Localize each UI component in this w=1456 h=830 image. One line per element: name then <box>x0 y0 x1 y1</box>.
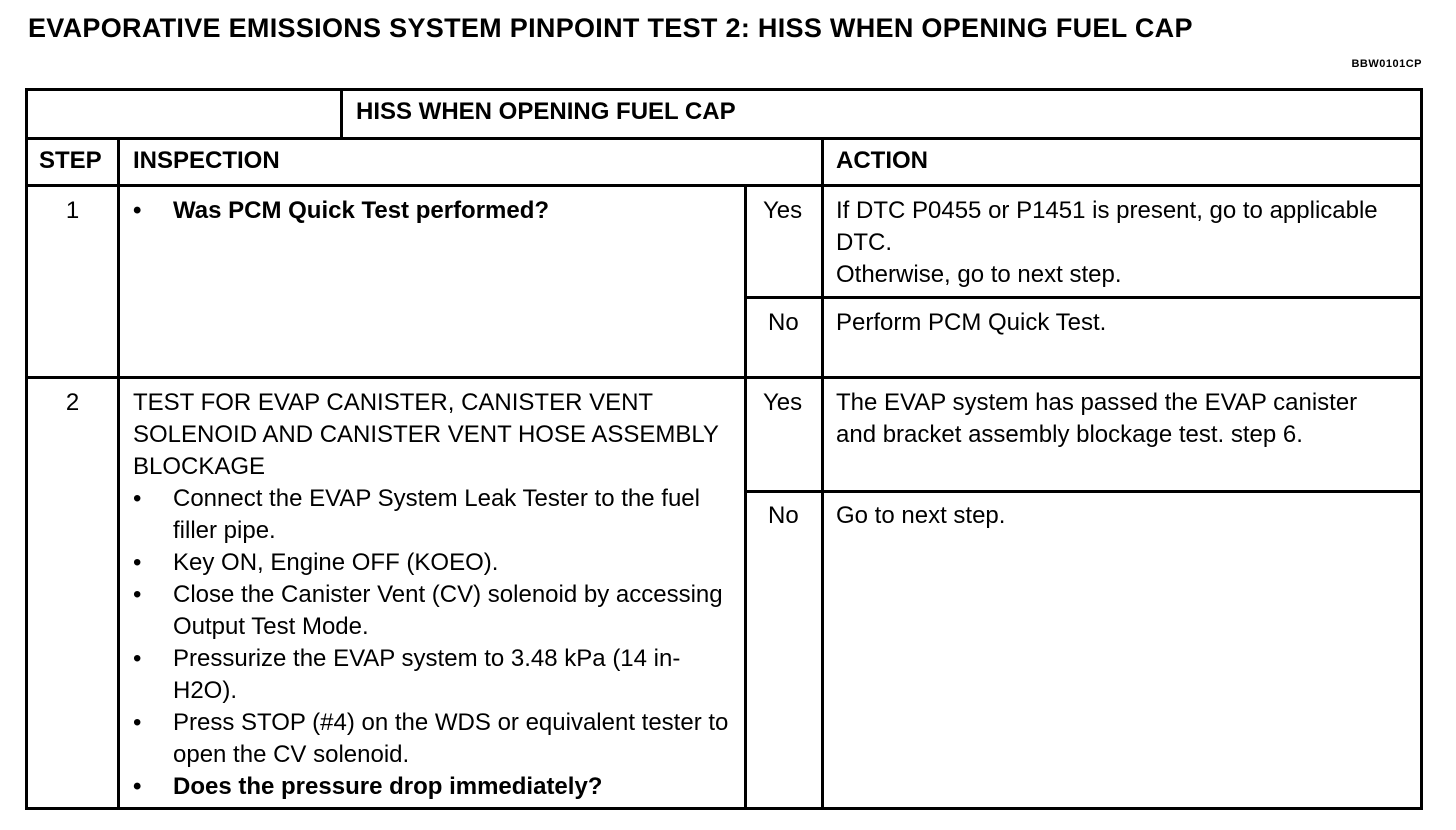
yes-action: The EVAP system has passed the EVAP canister and bracket assembly blockage test. step 6. <box>836 389 1358 448</box>
page-title: EVAPORATIVE EMISSIONS SYSTEM PINPOINT TEST 2: HISS WHEN OPENING FUEL CAP <box>28 13 1193 43</box>
no-action: Go to next step. <box>836 502 1006 529</box>
rule-caption-bottom <box>28 137 1420 140</box>
inspection-table <box>25 88 1423 810</box>
rule-step1-bottom <box>28 376 1420 379</box>
rule-step2-yes-no <box>746 490 1420 493</box>
step-number: 1 <box>65 197 80 224</box>
inspection-list <box>123 195 723 227</box>
no-label: No <box>768 502 799 529</box>
document-code: BBW0101CP <box>1351 58 1422 70</box>
header-action: ACTION <box>836 147 928 174</box>
rule-answer-column <box>744 184 747 807</box>
rule-header-bottom <box>28 184 1420 187</box>
step-number: 2 <box>65 389 80 416</box>
inspection-item: • Does the pressure drop immediately? <box>123 771 738 803</box>
rule-caption-left <box>340 91 343 137</box>
inspection-item: • Close the Canister Vent (CV) solenoid by accessing Output Test Mode. <box>123 579 738 643</box>
inspection-item: • Pressurize the EVAP system to 3.48 kPa (14 in-H2O). <box>123 643 738 707</box>
no-action: Perform PCM Quick Test. <box>836 309 1107 336</box>
inspection-heading: TEST FOR EVAP CANISTER, CANISTER VENT SOLENOID AND CANISTER VENT HOSE ASSEMBLY BLOCKAGE <box>133 389 719 480</box>
header-inspection: INSPECTION <box>133 147 280 174</box>
yes-action: If DTC P0455 or P1451 is present, go to applicable DTC. Otherwise, go to next step. <box>836 197 1378 288</box>
rule-step-column <box>117 137 120 807</box>
yes-label: Yes <box>763 389 803 416</box>
rule-action-column <box>821 137 824 807</box>
inspection-item: • Was PCM Quick Test performed? <box>123 195 723 227</box>
inspection-list <box>123 483 738 803</box>
inspection-item: • Press STOP (#4) on the WDS or equivalent tester to open the CV solenoid. <box>123 707 738 771</box>
table-caption: HISS WHEN OPENING FUEL CAP <box>356 98 736 125</box>
header-step: STEP <box>39 147 102 174</box>
yes-label: Yes <box>763 197 803 224</box>
rule-step1-yes-no <box>746 296 1420 299</box>
inspection-item: • Key ON, Engine OFF (KOEO). <box>123 547 738 579</box>
inspection-item: • Connect the EVAP System Leak Tester to the fuel filler pipe. <box>123 483 738 547</box>
no-label: No <box>768 309 799 336</box>
